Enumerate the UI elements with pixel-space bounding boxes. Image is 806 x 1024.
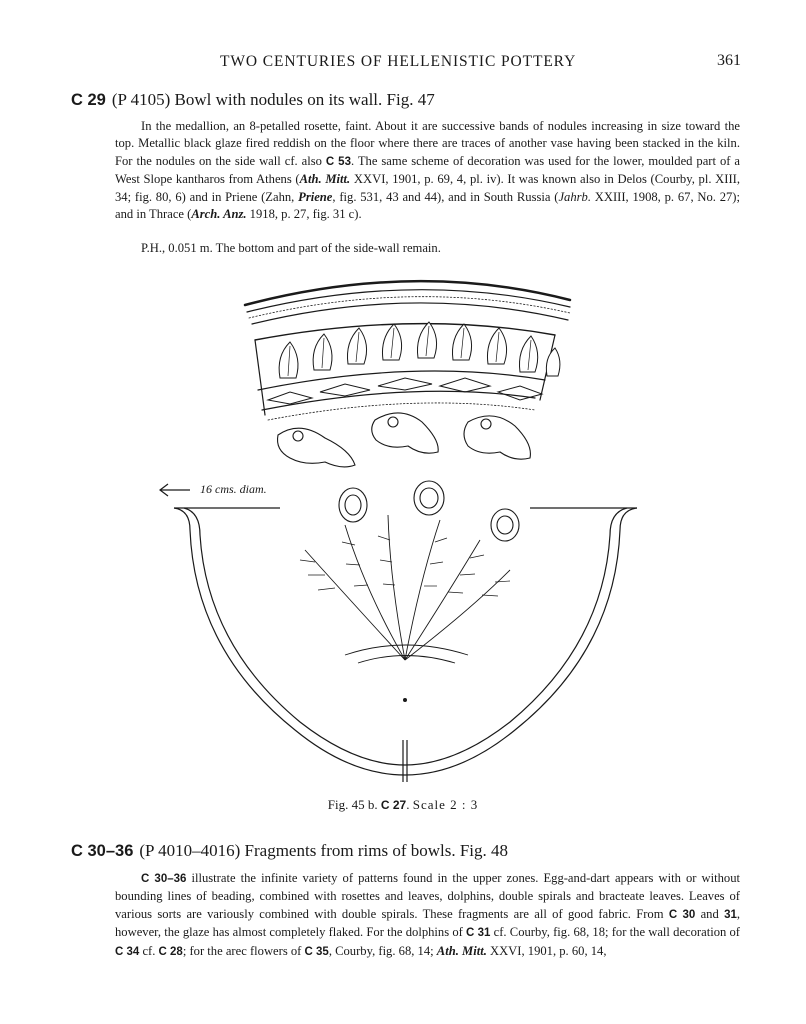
caption-figure-number: Fig. 45 b. (327, 797, 378, 812)
entry-heading-c29 (71, 90, 435, 110)
cross-reference: C 35 (304, 945, 329, 958)
journal-abbrev: Jahrb. (558, 189, 591, 204)
text-run: 1918, p. 27, fig. 31 c). (246, 207, 362, 222)
text-run: XXVI, 1901, p. 60, 14, (486, 943, 607, 958)
caption-catalogue-ref: C 27 (380, 798, 407, 812)
c29-dimensions-paragraph (115, 240, 740, 257)
journal-abbrev: Ath. Mitt. (299, 172, 351, 187)
text-run: XXVI, 1901, p. 69, 4, pl. iv). It was known also in Delos (Courby, pl. XIII, 34; fig. 80, 6) and in Priene (Zahn, (115, 172, 741, 204)
text-run: In the medallion, an 8-petalled rosette, faint. About it are successive bands of nodules increasing in size toward the top. Metallic black glaze fired reddish on the floor where there are traces of another vase having been stacked in the kiln. For the nodules on the side wall cf. also (115, 119, 740, 168)
diameter-label: 16 cms. diam. (200, 482, 267, 496)
text-run: P.H., 0.051 m. The bottom and part of the side-wall remain. (141, 241, 441, 255)
bowl-drawing (150, 270, 660, 790)
figure-caption (0, 797, 806, 813)
text-run: , fig. 531, 43 and 44), and in South Russia ( (332, 189, 559, 204)
c29-description-paragraph (115, 118, 740, 223)
caption-scale: Scale 2 : 3 (412, 797, 479, 812)
text-run: XXIII, 1908, p. 67, No. 27); and in Thrace ( (115, 189, 740, 222)
text-run: . The same scheme of decoration was used for the lower, moulded part of a West Slope kantharos from Athens ( (115, 153, 740, 187)
text-run: illustrate the infinite variety of patterns found in the upper zones. Egg-and-dart appears with or without bounding lines of beading, combined with rosettes and leaves, dolphins, double spirals and bracteate leaves. Leaves of various sorts are variously combined with double spirals. These fragments are all of good fabric. From (115, 871, 740, 921)
running-head: TWO CENTURIES OF HELLENISTIC POTTERY (220, 53, 577, 70)
journal-abbrev: Ath. Mitt. (436, 943, 487, 958)
catalogue-number: C 30–36 (71, 842, 134, 860)
page-number: 361 (717, 52, 741, 69)
text-run: , however, the glaze has almost completely flaked. For the dolphins of (115, 906, 741, 940)
entry-heading-c30-36 (71, 841, 508, 861)
cross-reference: C 31 (466, 927, 491, 940)
cross-reference: C 53 (325, 155, 351, 168)
text-run: cf. Courby, fig. 68, 18; for the wall decoration of (490, 925, 741, 940)
catalogue-number: C 29 (71, 91, 106, 109)
entry-title: (P 4010–4016) Fragments from rims of bowls. Fig. 48 (139, 841, 509, 860)
cross-reference: C 34 (115, 945, 140, 958)
text-run: ; for the arec flowers of (182, 943, 305, 958)
cross-reference: 31 (724, 908, 737, 921)
caption-punct: . (406, 797, 410, 812)
c30-description-paragraph (115, 870, 740, 961)
entry-title: (P 4105) Bowl with nodules on its wall. Fig. 47 (111, 90, 435, 109)
journal-abbrev: Arch. Anz. (191, 207, 247, 222)
cross-reference: C 30–36 (141, 873, 187, 885)
bowl-profile-illustration (150, 270, 660, 790)
text-run: , Courby, fig. 68, 14; (328, 943, 437, 958)
cross-reference: C 28 (158, 945, 183, 958)
text-run: and (695, 906, 725, 921)
book-title: Priene (298, 189, 333, 204)
cross-reference: C 30 (668, 908, 696, 921)
text-run: cf. (139, 943, 159, 958)
